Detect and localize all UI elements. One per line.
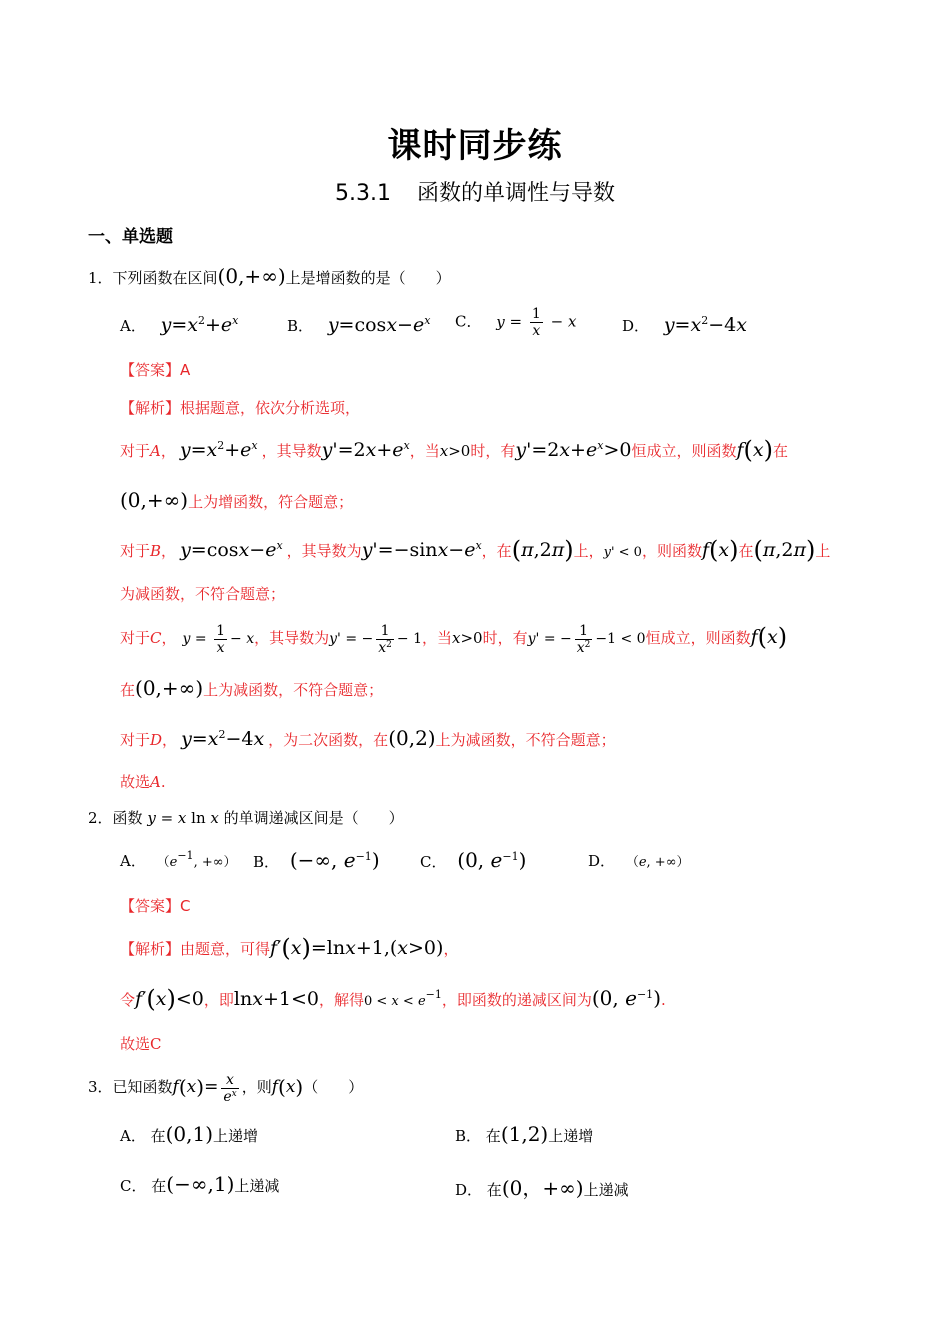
subtitle-number: 5.3.1 <box>335 181 391 206</box>
q2-stem: 2．函数 y = x ln x 的单调递减区间是（ ） <box>88 809 404 827</box>
q2-option-d: D． （e, +∞） <box>588 852 690 870</box>
q3-option-c: C． 在(−∞,1)上递减 <box>120 1172 280 1196</box>
q1-analysis-line-a: 对于A， $y=x^2+e^x$ ，其导数$y'=2x+e^x$，当x>0时，有$y'=2x+e^x>0$恒成立，则函数f(x)在 <box>120 436 788 464</box>
q1-analysis-line-b2: 为减函数，不符合题意； <box>120 585 286 603</box>
q2-option-b: B． (−∞, $e^{-1}$) <box>253 848 380 872</box>
q1-analysis-line-c: 对于C， y = $\frac{1}{x}$ − x，其导数为y' = − $\frac{1}{x^2}$ − 1，当x>0时，有y' = − $\frac{1}{x^2}$ −1 < 0恒成立，则函数f(x) <box>120 622 788 656</box>
subtitle-text: 函数的单调性与导数 <box>416 181 615 206</box>
q1-analysis-line-d: 对于D， $y=x^2-4x$ ，为二次函数，在(0,2)上为减函数，不符合题意； <box>120 726 616 750</box>
q2-option-c: C． (0, $e^{-1}$) <box>420 848 527 872</box>
q1-conclusion: 故选A. <box>120 773 166 791</box>
page-subtitle <box>0 176 950 207</box>
q1-stem: 1．下列函数在区间(0,+∞)上是增函数的是（ ） <box>88 264 451 288</box>
q3-option-b: B． 在(1,2)上递增 <box>455 1122 594 1146</box>
q1-option-b: B． $y=\cos x-e^x$ <box>287 314 431 336</box>
page-title: 课时同步练 <box>387 126 563 166</box>
section-heading: 一、单选题 <box>88 227 173 247</box>
q1-analysis-intro: 【解析】根据题意，依次分析选项， <box>120 399 361 417</box>
q3-option-a: A． 在(0,1)上递增 <box>120 1122 259 1146</box>
q2-answer: 【答案】C <box>120 897 191 915</box>
q3-option-d: D． 在(0，+∞)上递减 <box>455 1176 629 1200</box>
q2-analysis-line-1: 【解析】由题意，可得f′(x)=lnx+1,(x>0)， <box>120 934 459 962</box>
q1-option-a: A． $y=x^2+e^x$ <box>120 314 239 336</box>
q1-answer: 【答案】A <box>120 361 191 379</box>
q2-analysis-line-2: 令f′(x)<0，即lnx+1<0，解得$0 < x < e^{-1}$，即函数的递减区间为(0, $e^{-1}$). <box>120 985 666 1013</box>
q2-option-a: A． （$e^{-1}$, +∞） <box>120 849 237 870</box>
q1-analysis-line-a2: (0,+∞)上为增函数，符合题意； <box>120 488 354 512</box>
q1-option-c: C． y = $\frac{1}{x}$ − x <box>455 306 577 339</box>
q1-analysis-line-b: 对于B， $y=\cos x-e^x$ ，其导数为$y'=-\sin x-e^x$，在(π,2π)上，y' < 0，则函数f(x)在(π,2π)上 <box>120 536 831 564</box>
q2-conclusion: 故选C <box>120 1035 162 1053</box>
q1-analysis-line-c2: 在(0,+∞)上为减函数，不符合题意； <box>120 676 384 700</box>
q3-stem: 3．已知函数f(x)= $\frac{x}{e^x}$ ，则f(x)（ ） <box>88 1071 364 1105</box>
q1-option-d: D． $y=x^2-4x$ <box>622 314 747 336</box>
